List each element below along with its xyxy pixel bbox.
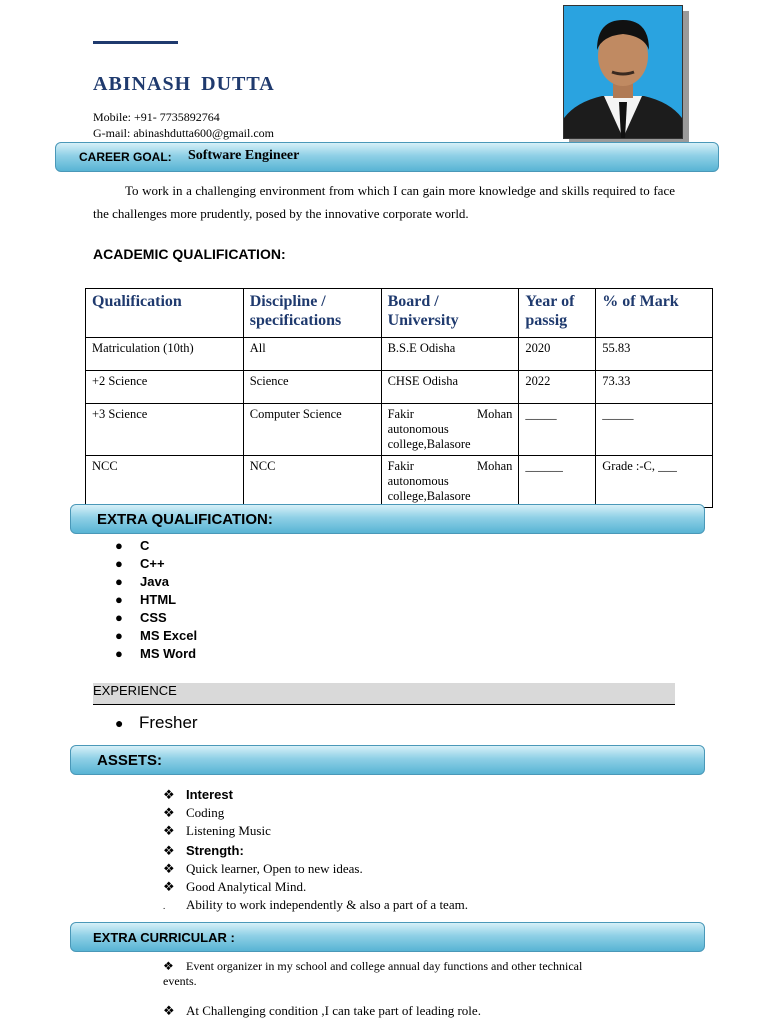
academic-table: [85, 288, 713, 508]
email-address: G-mail: abinashdutta600@gmail.com: [93, 126, 275, 140]
column-header: Board / University: [381, 289, 519, 338]
table-cell: Fakir Mohan autonomous college,Balasore: [381, 456, 519, 508]
table-cell: _____: [596, 404, 713, 456]
table-cell: +2 Science: [86, 371, 244, 404]
table-cell: NCC: [243, 456, 381, 508]
table-cell: Fakir Mohan autonomous college,Balasore: [381, 404, 519, 456]
extra-curricular-heading: EXTRA CURRICULAR :: [93, 930, 235, 945]
table-cell: CHSE Odisha: [381, 371, 519, 404]
extra-curricular-item: ❖ At Challenging condition ,I can take part of leading role.: [163, 1003, 481, 1018]
table-cell: Matriculation (10th): [86, 338, 244, 371]
column-header: Discipline / specifications: [243, 289, 381, 338]
skills-list: [115, 537, 197, 663]
diamond-bullet-icon: ❖: [163, 823, 175, 838]
list-item: ● Java: [115, 574, 169, 589]
list-item: ● MS Word: [115, 646, 197, 661]
table-cell: Computer Science: [243, 404, 381, 456]
table-row: [86, 456, 713, 508]
list-item: ❖ Coding: [163, 805, 225, 820]
extra-qualification-heading: EXTRA QUALIFICATION:: [97, 511, 273, 528]
table-cell: 55.83: [596, 338, 713, 371]
table-cell: +3 Science: [86, 404, 244, 456]
list-item: ● MS Excel: [115, 628, 198, 643]
list-item: ❖ Strength:: [163, 843, 244, 858]
list-item: ● C: [115, 538, 150, 553]
diamond-bullet-icon: ❖: [163, 843, 175, 858]
table-header-row: [86, 289, 713, 338]
extra-qualification-banner: [70, 504, 705, 534]
list-item: ❖ Quick learner, Open to new ideas.: [163, 861, 363, 876]
table-cell: _____: [519, 404, 596, 456]
list-item: ❖ Interest: [163, 787, 233, 802]
table-cell: 73.33: [596, 371, 713, 404]
mobile-number: Mobile: +91- 7735892764: [93, 110, 220, 124]
table-cell: ______: [519, 456, 596, 508]
extra-curricular-item: ❖ Event organizer in my school and college annual day functions and other technical events.: [163, 959, 583, 988]
table-row: [86, 404, 713, 456]
diamond-bullet-icon: ❖: [163, 879, 175, 894]
career-objective-text: To work in a challenging environment from which I can gain more knowledge and skills required to face the challenges more prudently, posed by the innovative corporate world.: [93, 183, 675, 221]
diamond-bullet-icon: ❖: [163, 861, 175, 876]
career-goal-value: Software Engineer: [188, 148, 300, 163]
header-rule: [93, 41, 178, 44]
assets-list: [163, 786, 468, 914]
list-item: ● C++: [115, 556, 165, 571]
diamond-bullet-icon: ❖: [163, 787, 175, 802]
bullet-icon: ●: [115, 538, 123, 553]
table-row: [86, 338, 713, 371]
table-cell: NCC: [86, 456, 244, 508]
dot-bullet-icon: .: [163, 901, 166, 911]
list-item: ● CSS: [115, 610, 167, 625]
bullet-icon: ●: [115, 610, 123, 625]
experience-bar: [93, 683, 675, 705]
list-item: . Ability to work independently & also a part of a team.: [163, 896, 468, 914]
diamond-bullet-icon: ❖: [163, 1003, 175, 1018]
assets-heading: ASSETS:: [97, 752, 163, 769]
bullet-icon: ●: [115, 592, 123, 607]
table-cell: All: [243, 338, 381, 371]
bullet-icon: ●: [115, 556, 123, 571]
diamond-bullet-icon: ❖: [163, 959, 174, 973]
experience-item: ● Fresher: [115, 713, 198, 732]
extra-curricular-banner: [70, 922, 705, 952]
bullet-icon: ●: [115, 574, 123, 589]
bullet-icon: ●: [115, 646, 123, 661]
academic-heading: ACADEMIC QUALIFICATION:: [93, 246, 286, 262]
assets-banner: [70, 745, 705, 775]
column-header: Qualification: [86, 289, 244, 338]
table-cell: Grade :-C, ___: [596, 456, 713, 508]
career-goal-label: CAREER GOAL:: [79, 150, 172, 164]
column-header: % of Mark: [596, 289, 713, 338]
table-cell: 2022: [519, 371, 596, 404]
table-cell: 2020: [519, 338, 596, 371]
table-row: [86, 371, 713, 404]
candidate-name: ABINASH DUTTA: [93, 73, 275, 95]
bullet-icon: ●: [115, 715, 124, 731]
career-goal-banner: [55, 142, 719, 172]
profile-photo: [563, 5, 683, 139]
diamond-bullet-icon: ❖: [163, 805, 175, 820]
experience-heading: EXPERIENCE: [93, 683, 177, 698]
table-cell: B.S.E Odisha: [381, 338, 519, 371]
column-header: Year of passig: [519, 289, 596, 338]
list-item: ❖ Good Analytical Mind.: [163, 879, 307, 894]
bullet-icon: ●: [115, 628, 123, 643]
list-item: ● HTML: [115, 592, 177, 607]
list-item: ❖ Listening Music: [163, 823, 271, 838]
person-portrait-icon: [564, 6, 682, 138]
table-cell: Science: [243, 371, 381, 404]
